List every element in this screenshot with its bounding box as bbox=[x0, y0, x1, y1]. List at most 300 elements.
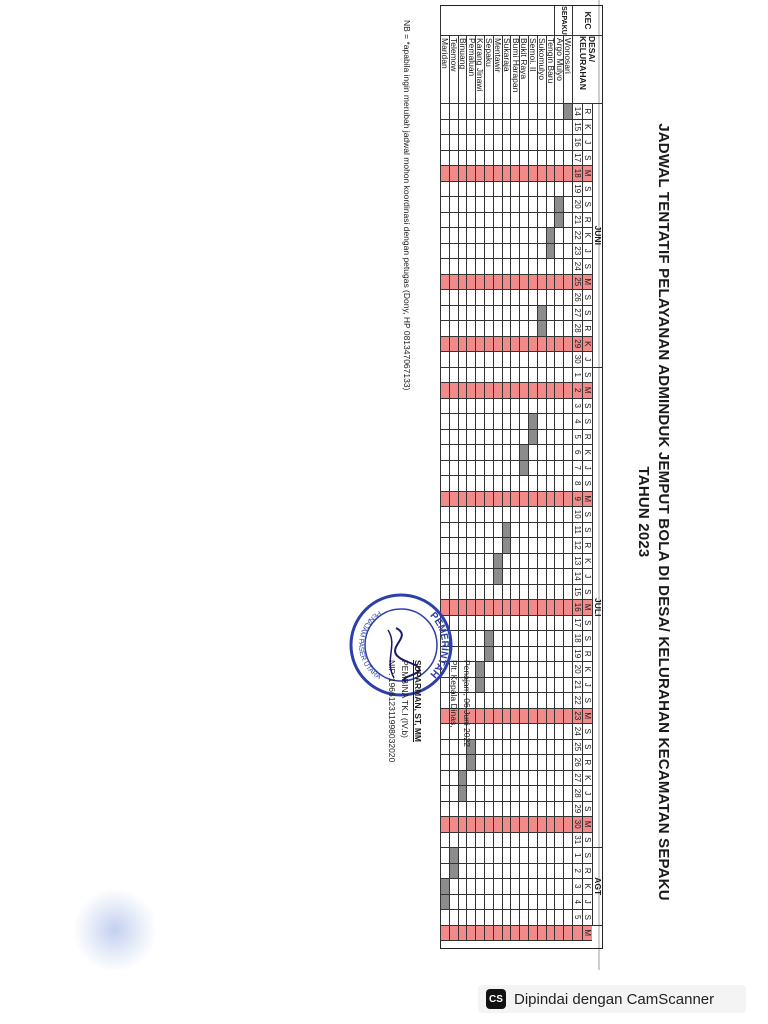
schedule-cell bbox=[502, 864, 511, 880]
schedule-cell bbox=[510, 414, 519, 430]
date-number: 20 bbox=[572, 197, 582, 213]
schedule-cell bbox=[475, 166, 484, 182]
schedule-cell bbox=[546, 569, 555, 585]
schedule-cell bbox=[554, 461, 563, 477]
schedule-cell bbox=[554, 244, 563, 260]
schedule-cell bbox=[449, 926, 458, 942]
schedule-cell bbox=[537, 197, 546, 213]
schedule-cell bbox=[528, 910, 537, 926]
document-subtitle: TAHUN 2023 bbox=[635, 466, 652, 558]
schedule-cell bbox=[546, 554, 555, 570]
schedule-cell bbox=[554, 600, 563, 616]
schedule-cell bbox=[563, 724, 572, 740]
signature-nip: NIP. 196612311998032020 bbox=[387, 660, 398, 763]
schedule-cell bbox=[519, 802, 528, 818]
schedule-cell bbox=[519, 507, 528, 523]
date-number: 26 bbox=[572, 290, 582, 306]
schedule-cell bbox=[440, 507, 449, 523]
schedule-cell bbox=[484, 724, 493, 740]
schedule-cell bbox=[510, 848, 519, 864]
schedule-cell bbox=[484, 523, 493, 539]
schedule-cell bbox=[484, 383, 493, 399]
month-header: JULI bbox=[592, 368, 602, 849]
schedule-cell bbox=[466, 259, 475, 275]
schedule-cell bbox=[554, 678, 563, 694]
schedule-cell bbox=[449, 166, 458, 182]
schedule-cell bbox=[493, 182, 502, 198]
schedule-cell bbox=[466, 182, 475, 198]
schedule-cell bbox=[475, 771, 484, 787]
schedule-cell bbox=[546, 306, 555, 322]
schedule-cell bbox=[537, 600, 546, 616]
schedule-cell bbox=[537, 879, 546, 895]
schedule-cell bbox=[475, 228, 484, 244]
schedule-cell bbox=[484, 662, 493, 678]
schedule-cell bbox=[510, 910, 519, 926]
schedule-cell bbox=[458, 135, 467, 151]
schedule-cell bbox=[528, 926, 537, 942]
schedule-cell bbox=[537, 166, 546, 182]
schedule-cell bbox=[510, 399, 519, 415]
day-letter: R bbox=[582, 104, 592, 120]
schedule-cell bbox=[563, 864, 572, 880]
schedule-cell bbox=[484, 802, 493, 818]
schedule-cell bbox=[537, 755, 546, 771]
schedule-cell bbox=[493, 585, 502, 601]
date-number: 12 bbox=[572, 538, 582, 554]
schedule-cell bbox=[563, 290, 572, 306]
date-number: 22 bbox=[572, 228, 582, 244]
schedule-cell bbox=[510, 290, 519, 306]
schedule-cell bbox=[475, 368, 484, 384]
date-number: 3 bbox=[572, 399, 582, 415]
date-number: 31 bbox=[572, 833, 582, 849]
day-letter: M bbox=[582, 275, 592, 291]
schedule-cell bbox=[546, 104, 555, 120]
scheduled-cell bbox=[546, 228, 555, 244]
schedule-cell bbox=[510, 151, 519, 167]
schedule-cell bbox=[546, 600, 555, 616]
schedule-cell bbox=[546, 662, 555, 678]
schedule-cell bbox=[537, 678, 546, 694]
schedule-cell bbox=[519, 104, 528, 120]
schedule-cell bbox=[510, 755, 519, 771]
schedule-cell bbox=[502, 926, 511, 942]
schedule-cell bbox=[519, 569, 528, 585]
schedule-cell bbox=[449, 337, 458, 353]
schedule-cell bbox=[528, 120, 537, 136]
village-name: Bukit Raya bbox=[519, 36, 528, 104]
scheduled-cell bbox=[475, 678, 484, 694]
village-name: Mentawir bbox=[493, 36, 502, 104]
schedule-cell bbox=[493, 352, 502, 368]
day-letter: J bbox=[582, 895, 592, 911]
schedule-cell bbox=[519, 523, 528, 539]
schedule-cell bbox=[519, 213, 528, 229]
schedule-cell bbox=[519, 662, 528, 678]
schedule-cell bbox=[475, 786, 484, 802]
schedule-cell bbox=[519, 120, 528, 136]
schedule-cell bbox=[475, 259, 484, 275]
schedule-cell bbox=[519, 321, 528, 337]
schedule-cell bbox=[484, 926, 493, 942]
schedule-cell bbox=[493, 306, 502, 322]
village-name: Semoi. II bbox=[528, 36, 537, 104]
schedule-cell bbox=[493, 492, 502, 508]
day-letter: S bbox=[582, 151, 592, 167]
date-number: 13 bbox=[572, 554, 582, 570]
schedule-cell bbox=[440, 337, 449, 353]
schedule-cell bbox=[449, 383, 458, 399]
schedule-cell bbox=[554, 709, 563, 725]
schedule-cell bbox=[440, 213, 449, 229]
schedule-cell bbox=[466, 399, 475, 415]
schedule-cell bbox=[475, 135, 484, 151]
schedule-cell bbox=[528, 755, 537, 771]
schedule-cell bbox=[466, 833, 475, 849]
schedule-cell bbox=[537, 445, 546, 461]
schedule-cell bbox=[484, 554, 493, 570]
scheduled-cell bbox=[440, 895, 449, 911]
schedule-cell bbox=[466, 120, 475, 136]
schedule-cell bbox=[475, 538, 484, 554]
schedule-cell bbox=[502, 631, 511, 647]
schedule-cell bbox=[458, 523, 467, 539]
schedule-cell bbox=[537, 538, 546, 554]
schedule-cell bbox=[528, 802, 537, 818]
schedule-cell bbox=[440, 275, 449, 291]
schedule-cell bbox=[510, 120, 519, 136]
schedule-cell bbox=[440, 476, 449, 492]
schedule-cell bbox=[475, 120, 484, 136]
day-letter: S bbox=[582, 197, 592, 213]
schedule-cell bbox=[449, 151, 458, 167]
day-letter: M bbox=[582, 383, 592, 399]
schedule-cell bbox=[493, 724, 502, 740]
date-number: 19 bbox=[572, 647, 582, 663]
schedule-cell bbox=[440, 864, 449, 880]
schedule-cell bbox=[537, 693, 546, 709]
schedule-cell bbox=[502, 414, 511, 430]
schedule-cell bbox=[537, 399, 546, 415]
date-number: 5 bbox=[572, 910, 582, 926]
village-name: Wonosari bbox=[563, 36, 572, 104]
scheduled-cell bbox=[502, 523, 511, 539]
schedule-cell bbox=[528, 895, 537, 911]
schedule-cell bbox=[528, 507, 537, 523]
schedule-cell bbox=[449, 306, 458, 322]
date-number: 23 bbox=[572, 709, 582, 725]
schedule-cell bbox=[493, 538, 502, 554]
schedule-cell bbox=[449, 399, 458, 415]
schedule-cell bbox=[502, 693, 511, 709]
schedule-cell bbox=[449, 244, 458, 260]
schedule-cell bbox=[528, 244, 537, 260]
schedule-cell bbox=[484, 678, 493, 694]
schedule-cell bbox=[475, 430, 484, 446]
date-number: 28 bbox=[572, 321, 582, 337]
schedule-cell bbox=[554, 337, 563, 353]
schedule-cell bbox=[466, 879, 475, 895]
schedule-cell bbox=[484, 569, 493, 585]
schedule-cell bbox=[484, 879, 493, 895]
schedule-cell bbox=[458, 213, 467, 229]
schedule-cell bbox=[475, 833, 484, 849]
schedule-cell bbox=[449, 523, 458, 539]
day-letter: J bbox=[582, 678, 592, 694]
schedule-cell bbox=[563, 228, 572, 244]
schedule-cell bbox=[528, 182, 537, 198]
schedule-cell bbox=[546, 290, 555, 306]
schedule-cell bbox=[458, 895, 467, 911]
schedule-cell bbox=[458, 569, 467, 585]
schedule-cell bbox=[484, 368, 493, 384]
schedule-cell bbox=[449, 833, 458, 849]
schedule-cell bbox=[519, 678, 528, 694]
schedule-cell bbox=[554, 228, 563, 244]
schedule-cell bbox=[440, 538, 449, 554]
schedule-cell bbox=[484, 399, 493, 415]
schedule-cell bbox=[449, 321, 458, 337]
schedule-cell bbox=[493, 926, 502, 942]
schedule-cell bbox=[502, 445, 511, 461]
schedule-cell bbox=[449, 569, 458, 585]
schedule-cell bbox=[466, 306, 475, 322]
schedule-cell bbox=[458, 833, 467, 849]
schedule-cell bbox=[466, 864, 475, 880]
footnote: NB = *apabila ingin merubah jadwal mohon koordinasi dengan petugas (Dony, HP 081347067133) bbox=[402, 20, 412, 391]
schedule-cell bbox=[449, 228, 458, 244]
day-letter: S bbox=[582, 833, 592, 849]
schedule-cell bbox=[563, 321, 572, 337]
date-number bbox=[572, 926, 582, 942]
schedule-cell bbox=[546, 275, 555, 291]
date-number: 20 bbox=[572, 662, 582, 678]
schedule-cell bbox=[502, 399, 511, 415]
schedule-cell bbox=[502, 476, 511, 492]
date-number: 1 bbox=[572, 368, 582, 384]
schedule-cell bbox=[475, 848, 484, 864]
schedule-cell bbox=[519, 306, 528, 322]
schedule-cell bbox=[449, 259, 458, 275]
schedule-cell bbox=[458, 290, 467, 306]
scheduled-cell bbox=[528, 414, 537, 430]
schedule-cell bbox=[537, 631, 546, 647]
schedule-cell bbox=[510, 430, 519, 446]
schedule-cell bbox=[546, 492, 555, 508]
schedule-cell bbox=[563, 275, 572, 291]
schedule-cell bbox=[546, 399, 555, 415]
schedule-cell bbox=[510, 585, 519, 601]
schedule-cell bbox=[440, 383, 449, 399]
schedule-cell bbox=[484, 910, 493, 926]
schedule-cell bbox=[537, 833, 546, 849]
scheduled-cell bbox=[528, 430, 537, 446]
schedule-cell bbox=[475, 631, 484, 647]
schedule-cell bbox=[546, 724, 555, 740]
scheduled-cell bbox=[554, 213, 563, 229]
schedule-cell bbox=[528, 879, 537, 895]
schedule-cell bbox=[449, 476, 458, 492]
schedule-cell bbox=[475, 554, 484, 570]
schedule-cell bbox=[546, 352, 555, 368]
schedule-cell bbox=[493, 817, 502, 833]
schedule-cell bbox=[554, 352, 563, 368]
schedule-cell bbox=[493, 151, 502, 167]
schedule-cell bbox=[458, 337, 467, 353]
schedule-cell bbox=[458, 616, 467, 632]
schedule-cell bbox=[449, 275, 458, 291]
schedule-cell bbox=[519, 244, 528, 260]
schedule-cell bbox=[475, 306, 484, 322]
schedule-cell bbox=[484, 321, 493, 337]
schedule-cell bbox=[510, 600, 519, 616]
village-name: Maridan bbox=[440, 36, 449, 104]
schedule-cell bbox=[528, 461, 537, 477]
schedule-cell bbox=[493, 120, 502, 136]
schedule-cell bbox=[458, 476, 467, 492]
schedule-cell bbox=[528, 228, 537, 244]
schedule-cell bbox=[458, 321, 467, 337]
schedule-cell bbox=[546, 538, 555, 554]
schedule-cell bbox=[546, 616, 555, 632]
schedule-cell bbox=[458, 414, 467, 430]
schedule-cell bbox=[554, 166, 563, 182]
schedule-cell bbox=[466, 275, 475, 291]
schedule-cell bbox=[475, 926, 484, 942]
schedule-cell bbox=[528, 337, 537, 353]
schedule-cell bbox=[502, 461, 511, 477]
schedule-cell bbox=[440, 166, 449, 182]
schedule-cell bbox=[519, 600, 528, 616]
schedule-cell bbox=[493, 600, 502, 616]
schedule-cell bbox=[502, 104, 511, 120]
schedule-cell bbox=[466, 523, 475, 539]
schedule-cell bbox=[546, 585, 555, 601]
schedule-cell bbox=[528, 538, 537, 554]
schedule-cell bbox=[554, 321, 563, 337]
day-letter: M bbox=[582, 709, 592, 725]
schedule-cell bbox=[519, 166, 528, 182]
schedule-cell bbox=[546, 383, 555, 399]
day-letter: R bbox=[582, 213, 592, 229]
date-number: 4 bbox=[572, 414, 582, 430]
schedule-cell bbox=[563, 197, 572, 213]
header-desa: DESA/ KELURAHAN bbox=[572, 36, 602, 104]
schedule-cell bbox=[484, 755, 493, 771]
schedule-cell bbox=[510, 445, 519, 461]
schedule-cell bbox=[493, 259, 502, 275]
schedule-cell bbox=[458, 275, 467, 291]
schedule-cell bbox=[554, 275, 563, 291]
schedule-cell bbox=[510, 368, 519, 384]
schedule-cell bbox=[554, 414, 563, 430]
schedule-cell bbox=[466, 848, 475, 864]
schedule-cell bbox=[510, 461, 519, 477]
schedule-cell bbox=[440, 244, 449, 260]
schedule-cell bbox=[484, 616, 493, 632]
village-name: Pemaluan bbox=[466, 36, 475, 104]
schedule-cell bbox=[458, 631, 467, 647]
day-letter: S bbox=[582, 368, 592, 384]
schedule-cell bbox=[484, 786, 493, 802]
schedule-cell bbox=[563, 709, 572, 725]
schedule-cell bbox=[554, 631, 563, 647]
schedule-cell bbox=[519, 430, 528, 446]
schedule-cell bbox=[502, 802, 511, 818]
schedule-cell bbox=[554, 848, 563, 864]
schedule-cell bbox=[484, 538, 493, 554]
schedule-cell bbox=[510, 538, 519, 554]
day-letter: S bbox=[582, 724, 592, 740]
schedule-cell bbox=[563, 383, 572, 399]
schedule-cell bbox=[510, 135, 519, 151]
schedule-cell bbox=[484, 693, 493, 709]
day-letter: S bbox=[582, 631, 592, 647]
schedule-cell bbox=[493, 864, 502, 880]
schedule-cell bbox=[458, 306, 467, 322]
schedule-cell bbox=[563, 151, 572, 167]
schedule-cell bbox=[484, 337, 493, 353]
schedule-cell bbox=[440, 151, 449, 167]
schedule-cell bbox=[528, 445, 537, 461]
schedule-cell bbox=[510, 244, 519, 260]
schedule-cell bbox=[502, 879, 511, 895]
schedule-cell bbox=[510, 709, 519, 725]
svg-text:PEMERINTAH: PEMERINTAH bbox=[427, 610, 451, 680]
day-letter: R bbox=[582, 647, 592, 663]
schedule-cell bbox=[537, 771, 546, 787]
schedule-cell bbox=[493, 678, 502, 694]
schedule-cell bbox=[554, 662, 563, 678]
date-number: 27 bbox=[572, 306, 582, 322]
day-letter: S bbox=[582, 476, 592, 492]
schedule-cell bbox=[466, 492, 475, 508]
schedule-cell bbox=[554, 306, 563, 322]
scheduled-cell bbox=[502, 538, 511, 554]
schedule-cell bbox=[502, 244, 511, 260]
date-number: 27 bbox=[572, 771, 582, 787]
schedule-cell bbox=[519, 616, 528, 632]
schedule-cell bbox=[466, 368, 475, 384]
schedule-cell bbox=[563, 368, 572, 384]
schedule-cell bbox=[563, 507, 572, 523]
schedule-cell bbox=[510, 275, 519, 291]
schedule-cell bbox=[493, 833, 502, 849]
schedule-cell bbox=[466, 585, 475, 601]
schedule-cell bbox=[484, 600, 493, 616]
village-name: Sukaraja bbox=[502, 36, 511, 104]
schedule-cell bbox=[449, 104, 458, 120]
schedule-cell bbox=[475, 724, 484, 740]
schedule-cell bbox=[546, 755, 555, 771]
schedule-cell bbox=[440, 554, 449, 570]
schedule-cell bbox=[563, 461, 572, 477]
schedule-cell bbox=[458, 507, 467, 523]
schedule-cell bbox=[458, 120, 467, 136]
schedule-cell bbox=[519, 647, 528, 663]
schedule-cell bbox=[510, 476, 519, 492]
schedule-cell bbox=[546, 151, 555, 167]
schedule-cell bbox=[554, 864, 563, 880]
schedule-cell bbox=[493, 755, 502, 771]
schedule-cell bbox=[449, 213, 458, 229]
schedule-cell bbox=[484, 507, 493, 523]
day-letter: R bbox=[582, 430, 592, 446]
schedule-cell bbox=[537, 476, 546, 492]
schedule-cell bbox=[563, 414, 572, 430]
schedule-cell bbox=[502, 259, 511, 275]
